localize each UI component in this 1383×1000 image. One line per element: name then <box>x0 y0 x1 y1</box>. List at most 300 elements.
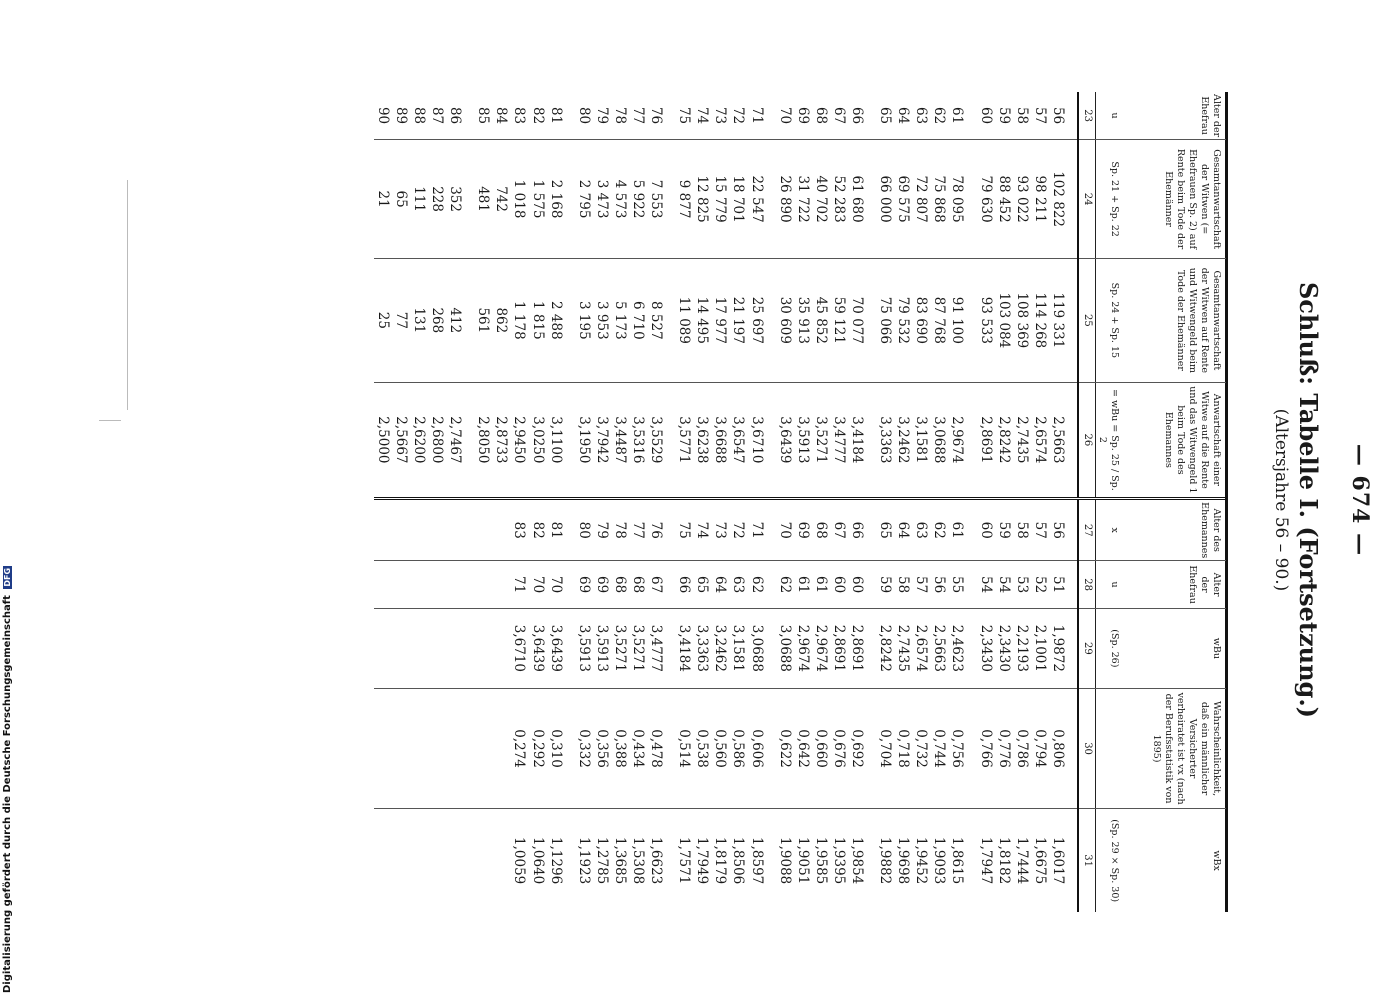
spacer-cell <box>766 382 776 499</box>
cell-wBu <box>492 608 510 688</box>
cell-age-wife: 59 <box>995 92 1013 140</box>
cell-prob-married: 0,704 <box>876 688 894 808</box>
table-row <box>1049 92 1067 912</box>
cell-age-husband: 77 <box>629 499 647 561</box>
cell-total-annuity: 3 473 <box>593 140 611 259</box>
cell-age-wife-right: 55 <box>948 561 966 609</box>
cell-total-annuity-widow-pay: 119 331 <box>1049 259 1067 383</box>
cell-prob-married: 0,388 <box>611 688 629 808</box>
cell-age-wife-right <box>474 561 492 609</box>
table-row <box>848 92 866 912</box>
cell-total-annuity-widow-pay: 79 532 <box>894 259 912 383</box>
cell-total-annuity: 88 452 <box>995 140 1013 259</box>
spacer-cell <box>866 140 876 259</box>
table-row <box>611 92 629 912</box>
cell-age-wife: 74 <box>693 92 711 140</box>
cell-wBx: 1,5308 <box>629 837 646 885</box>
cell-wBu: 2,4623 <box>948 608 966 688</box>
spacer-cell <box>766 561 776 609</box>
cell-age-husband: 67 <box>830 499 848 561</box>
header-prob-married: Wahrscheinlichkeit, daß ein männlicher Versicherter verheiratet ist vx (nach der Berufsstatistik von 1895) <box>1124 688 1226 808</box>
cell-single-annuity: 2,7467 <box>446 382 464 499</box>
cell-total-annuity-widow-pay: 8 527 <box>647 259 665 383</box>
cell-wBx: 1,8506 <box>730 837 747 885</box>
formula-wBx: (Sp. 29 × Sp. 30) <box>1109 819 1120 903</box>
column-number-wBx: 31 <box>1078 809 1096 912</box>
column-number-age-wife-right: 28 <box>1078 561 1096 609</box>
cell-age-husband: 79 <box>593 499 611 561</box>
cell-age-husband <box>392 499 410 561</box>
cell-single-annuity: 3,1100 <box>547 382 565 499</box>
table-row <box>629 92 647 912</box>
cell-single-annuity: 3,6238 <box>693 382 711 499</box>
cell-wBx <box>492 809 510 912</box>
cell-wBu: 3,2462 <box>711 608 729 688</box>
spacer-cell <box>866 688 876 808</box>
spacer-cell <box>1067 561 1078 609</box>
spacer-cell <box>1067 809 1078 912</box>
cell-total-annuity-widow-pay: 77 <box>392 259 410 383</box>
spacer-cell <box>866 92 876 140</box>
cell-age-wife: 57 <box>1031 92 1049 140</box>
cell-total-annuity-widow-pay: 91 100 <box>948 259 966 383</box>
cell-age-husband: 56 <box>1049 499 1067 561</box>
cell-total-annuity: 111 <box>410 140 428 259</box>
cell-wBx: 1,3685 <box>611 837 628 885</box>
table-row <box>977 92 995 912</box>
cell-age-husband <box>410 499 428 561</box>
cell-age-wife-right: 70 <box>528 561 546 609</box>
cell-total-annuity: 98 211 <box>1031 140 1049 259</box>
table-row <box>593 92 611 912</box>
cell-total-annuity: 26 890 <box>776 140 794 259</box>
header-total-annuity: Gesamtanwartschaft der Witwen (= Ehefrauen Sp. 2) auf Rente beim Tode der Ehemänner <box>1124 140 1226 259</box>
cell-wBx: 1,8615 <box>949 837 966 885</box>
cell-total-annuity: 2 795 <box>575 140 593 259</box>
group-spacer <box>665 92 675 912</box>
cell-total-annuity-widow-pay: 45 852 <box>812 259 830 383</box>
cell-prob-married: 0,356 <box>593 688 611 808</box>
spacer-cell <box>665 608 675 688</box>
cell-wBx: 1,0640 <box>529 837 546 885</box>
cell-age-husband: 75 <box>675 499 693 561</box>
group-spacer <box>1067 92 1078 912</box>
cell-total-annuity: 5 922 <box>629 140 647 259</box>
cell-single-annuity: 3,5316 <box>629 382 647 499</box>
cell-wBx: 1,6623 <box>648 837 665 885</box>
cell-age-wife: 73 <box>711 92 729 140</box>
spacer-cell <box>866 382 876 499</box>
cell-total-annuity: 2 168 <box>547 140 565 259</box>
cell-wBu: 2,9674 <box>794 608 812 688</box>
cell-prob-married: 0,434 <box>629 688 647 808</box>
table-row <box>410 92 428 912</box>
table-row <box>748 92 766 912</box>
formula-age-husband: x <box>1096 499 1125 561</box>
cell-total-annuity: 69 575 <box>894 140 912 259</box>
cell-total-annuity: 21 <box>374 140 392 259</box>
spacer-cell <box>967 809 977 912</box>
cell-single-annuity: 2,6574 <box>1031 382 1049 499</box>
cell-single-annuity: 2,8733 <box>492 382 510 499</box>
cell-age-husband: 82 <box>528 499 546 561</box>
spacer-cell <box>1067 92 1078 140</box>
cell-age-husband: 72 <box>729 499 747 561</box>
cell-prob-married <box>410 688 428 808</box>
dfg-logo: DFG <box>3 567 12 587</box>
column-number-total-annuity: 24 <box>1078 140 1096 259</box>
spacer-cell <box>766 499 776 561</box>
cell-prob-married <box>392 688 410 808</box>
cell-age-husband: 78 <box>611 499 629 561</box>
cell-single-annuity: 2,7435 <box>1013 382 1031 499</box>
spacer-cell <box>866 499 876 561</box>
table-row <box>930 92 948 912</box>
table-row <box>575 92 593 912</box>
cell-total-annuity: 481 <box>474 140 492 259</box>
cell-total-annuity-widow-pay: 1 815 <box>528 259 546 383</box>
cell-wBu: 2,1001 <box>1031 608 1049 688</box>
spacer-cell <box>565 809 575 912</box>
cell-age-husband: 61 <box>948 499 966 561</box>
table-row <box>446 92 464 912</box>
cell-wBx: 1,9395 <box>830 837 847 885</box>
cell-age-husband <box>374 499 392 561</box>
column-number-total-annuity-widow-pay: 25 <box>1078 259 1096 383</box>
cell-age-husband: 60 <box>977 499 995 561</box>
cell-total-annuity: 18 701 <box>729 140 747 259</box>
cell-total-annuity-widow-pay: 59 121 <box>830 259 848 383</box>
cell-single-annuity: 3,6439 <box>776 382 794 499</box>
spacer-cell <box>1067 259 1078 383</box>
spacer-cell <box>665 140 675 259</box>
header-age-husband: Alter des Ehemannes <box>1124 499 1226 561</box>
cell-age-husband: 66 <box>848 499 866 561</box>
cell-age-husband: 83 <box>510 499 528 561</box>
cell-total-annuity-widow-pay: 131 <box>410 259 428 383</box>
column-number-age-husband: 27 <box>1078 499 1096 561</box>
cell-single-annuity: 3,2462 <box>894 382 912 499</box>
spacer-cell <box>967 561 977 609</box>
cell-total-annuity-widow-pay: 114 268 <box>1031 259 1049 383</box>
cell-single-annuity: 2,5000 <box>374 382 392 499</box>
cell-age-husband: 62 <box>930 499 948 561</box>
cell-wBx <box>410 809 428 912</box>
cell-wBx: 1,7444 <box>1013 837 1030 885</box>
cell-age-wife: 69 <box>794 92 812 140</box>
column-number-wBu: 29 <box>1078 608 1096 688</box>
cell-prob-married: 0,732 <box>912 688 930 808</box>
spacer-cell <box>766 92 776 140</box>
cell-age-wife: 70 <box>776 92 794 140</box>
cell-wBu: 2,3430 <box>977 608 995 688</box>
cell-total-annuity-widow-pay: 14 495 <box>693 259 711 383</box>
cell-single-annuity: 3,5913 <box>794 382 812 499</box>
cell-age-wife: 72 <box>729 92 747 140</box>
table-row <box>912 92 930 912</box>
spacer-cell <box>665 688 675 808</box>
cell-total-annuity-widow-pay: 3 953 <box>593 259 611 383</box>
cell-total-annuity-widow-pay: 1 178 <box>510 259 528 383</box>
cell-total-annuity: 22 547 <box>748 140 766 259</box>
cell-total-annuity-widow-pay: 25 <box>374 259 392 383</box>
cell-age-husband <box>474 499 492 561</box>
cell-total-annuity: 31 722 <box>794 140 812 259</box>
cell-single-annuity: 2,6200 <box>410 382 428 499</box>
cell-prob-married: 0,310 <box>547 688 565 808</box>
cell-total-annuity-widow-pay: 561 <box>474 259 492 383</box>
cell-total-annuity-widow-pay: 108 369 <box>1013 259 1031 383</box>
cell-age-husband <box>446 499 464 561</box>
cell-wBx: 1,7949 <box>694 837 711 885</box>
cell-total-annuity: 352 <box>446 140 464 259</box>
cell-age-wife: 78 <box>611 92 629 140</box>
spacer-cell <box>665 92 675 140</box>
table-row <box>1013 92 1031 912</box>
cell-wBu: 3,6710 <box>510 608 528 688</box>
cell-prob-married: 0,786 <box>1013 688 1031 808</box>
cell-prob-married: 0,806 <box>1049 688 1067 808</box>
cell-single-annuity: 3,6710 <box>748 382 766 499</box>
cell-wBx: 1,9698 <box>895 837 912 885</box>
spacer-cell <box>565 382 575 499</box>
cell-wBu <box>446 608 464 688</box>
cell-single-annuity: 2,5663 <box>1049 382 1067 499</box>
cell-total-annuity-widow-pay: 70 077 <box>848 259 866 383</box>
cell-prob-married <box>374 688 392 808</box>
spacer-cell <box>967 688 977 808</box>
cell-single-annuity: 2,8691 <box>977 382 995 499</box>
cell-prob-married: 0,478 <box>647 688 665 808</box>
digitization-credit <box>2 567 13 993</box>
table-row <box>428 92 446 912</box>
cell-wBx: 1,6675 <box>1031 837 1048 885</box>
page-number: — 674 — <box>1347 443 1373 557</box>
cell-age-wife: 64 <box>894 92 912 140</box>
cell-age-wife-right: 60 <box>830 561 848 609</box>
cell-age-wife-right: 64 <box>711 561 729 609</box>
cell-total-annuity: 9 877 <box>675 140 693 259</box>
cell-age-wife-right: 68 <box>629 561 647 609</box>
cell-wBu: 3,6439 <box>547 608 565 688</box>
cell-wBu <box>474 608 492 688</box>
cell-wBx <box>392 809 410 912</box>
cell-total-annuity: 228 <box>428 140 446 259</box>
cell-total-annuity-widow-pay: 75 066 <box>876 259 894 383</box>
cell-single-annuity: 3,1950 <box>575 382 593 499</box>
cell-total-annuity-widow-pay: 5 173 <box>611 259 629 383</box>
spacer-cell <box>464 561 474 609</box>
cell-wBx <box>374 809 392 912</box>
table-row <box>510 92 528 912</box>
table-row <box>776 92 794 912</box>
cell-total-annuity: 40 702 <box>812 140 830 259</box>
header-age-wife-right: Alter der Ehefrau <box>1124 561 1226 609</box>
cell-age-wife-right: 51 <box>1049 561 1067 609</box>
cell-prob-married: 0,692 <box>848 688 866 808</box>
cell-age-wife: 86 <box>446 92 464 140</box>
spacer-cell <box>565 499 575 561</box>
cell-age-wife-right: 62 <box>748 561 766 609</box>
header-wBu: wBu <box>1124 608 1226 688</box>
cell-wBu: 2,8691 <box>830 608 848 688</box>
cell-total-annuity-widow-pay: 103 084 <box>995 259 1013 383</box>
spacer-cell <box>665 259 675 383</box>
formula-total-annuity: Sp. 21 + Sp. 22 <box>1096 140 1125 259</box>
cell-wBx: 1,7947 <box>977 837 994 885</box>
cell-total-annuity: 102 822 <box>1049 140 1067 259</box>
cell-age-wife-right <box>410 561 428 609</box>
cell-age-husband: 74 <box>693 499 711 561</box>
spacer-cell <box>967 259 977 383</box>
cell-total-annuity-widow-pay: 35 913 <box>794 259 812 383</box>
table-row <box>729 92 747 912</box>
cell-wBx: 1,9093 <box>931 837 948 885</box>
group-spacer <box>967 92 977 912</box>
spacer-cell <box>766 140 776 259</box>
column-number-row <box>1078 92 1096 912</box>
spacer-cell <box>766 608 776 688</box>
cell-age-wife: 62 <box>930 92 948 140</box>
cell-total-annuity: 1 575 <box>528 140 546 259</box>
table-row <box>474 92 492 912</box>
cell-age-wife-right: 61 <box>812 561 830 609</box>
cell-prob-married: 0,332 <box>575 688 593 808</box>
cell-wBx <box>474 809 492 912</box>
cell-prob-married: 0,560 <box>711 688 729 808</box>
spacer-cell <box>464 140 474 259</box>
spacer-cell <box>1067 499 1078 561</box>
cell-total-annuity: 742 <box>492 140 510 259</box>
cell-wBx: 1,8597 <box>748 837 765 885</box>
cell-total-annuity: 66 000 <box>876 140 894 259</box>
cell-prob-married: 0,676 <box>830 688 848 808</box>
cell-age-wife-right: 63 <box>729 561 747 609</box>
cell-total-annuity-widow-pay: 87 768 <box>930 259 948 383</box>
group-spacer <box>464 92 474 912</box>
cell-wBu: 2,9674 <box>812 608 830 688</box>
cell-wBu: 3,5271 <box>611 608 629 688</box>
table-subtitle: (Altersjahre 56 – 90.) <box>1271 408 1291 592</box>
cell-age-wife: 82 <box>528 92 546 140</box>
table-row <box>812 92 830 912</box>
spacer-cell <box>1067 382 1078 499</box>
cell-age-wife-right: 58 <box>894 561 912 609</box>
group-spacer <box>766 92 776 912</box>
cell-age-wife-right: 71 <box>510 561 528 609</box>
cell-wBx: 1,6017 <box>1049 837 1066 885</box>
table-row <box>876 92 894 912</box>
table-row <box>647 92 665 912</box>
cell-age-husband: 68 <box>812 499 830 561</box>
cell-age-wife-right: 57 <box>912 561 930 609</box>
spacer-cell <box>464 92 474 140</box>
cell-age-wife-right: 59 <box>876 561 894 609</box>
spacer-cell <box>967 608 977 688</box>
spacer-cell <box>766 688 776 808</box>
formula-row <box>1096 92 1125 912</box>
cell-age-wife: 61 <box>948 92 966 140</box>
cell-age-wife-right <box>492 561 510 609</box>
spacer-cell <box>1067 608 1078 688</box>
cell-total-annuity-widow-pay: 30 609 <box>776 259 794 383</box>
table-row <box>492 92 510 912</box>
cell-wBx: 1,9452 <box>913 837 930 885</box>
formula-prob-married <box>1096 688 1125 808</box>
cell-age-wife: 81 <box>547 92 565 140</box>
cell-wBx: 1,0059 <box>511 837 528 885</box>
spacer-cell <box>565 688 575 808</box>
cell-age-wife: 75 <box>675 92 693 140</box>
table-row <box>374 92 392 912</box>
spacer-cell <box>665 561 675 609</box>
scan-mark <box>127 180 128 410</box>
cell-age-wife-right: 52 <box>1031 561 1049 609</box>
cell-single-annuity: 2,5667 <box>392 382 410 499</box>
cell-total-annuity: 4 573 <box>611 140 629 259</box>
spacer-cell <box>967 92 977 140</box>
cell-wBx: 1,9585 <box>812 837 829 885</box>
cell-prob-married: 0,292 <box>528 688 546 808</box>
cell-single-annuity: 3,5271 <box>812 382 830 499</box>
cell-single-annuity: 3,0250 <box>528 382 546 499</box>
cell-single-annuity: 2,9674 <box>948 382 966 499</box>
spacer-cell <box>1067 688 1078 808</box>
cell-single-annuity: 3,4184 <box>848 382 866 499</box>
cell-age-husband: 71 <box>748 499 766 561</box>
cell-wBu: 3,1581 <box>729 608 747 688</box>
cell-wBx: 1,8179 <box>712 837 729 885</box>
cell-total-annuity-widow-pay: 83 690 <box>912 259 930 383</box>
cell-total-annuity-widow-pay: 2 488 <box>547 259 565 383</box>
cell-age-husband: 63 <box>912 499 930 561</box>
cell-single-annuity: 3,7942 <box>593 382 611 499</box>
cell-wBu: 3,0688 <box>776 608 794 688</box>
group-spacer <box>565 92 575 912</box>
header-age-wife: Alter der Ehefrau <box>1124 92 1226 140</box>
cell-total-annuity: 72 807 <box>912 140 930 259</box>
cell-wBx: 1,2785 <box>593 837 610 885</box>
cell-single-annuity: 3,5771 <box>675 382 693 499</box>
cell-prob-married: 0,538 <box>693 688 711 808</box>
cell-age-wife: 60 <box>977 92 995 140</box>
formula-age-wife-right: u <box>1096 561 1125 609</box>
cell-total-annuity: 78 095 <box>948 140 966 259</box>
cell-wBx <box>446 809 464 912</box>
spacer-cell <box>766 809 776 912</box>
cell-wBx: 1,8182 <box>995 837 1012 885</box>
cell-age-wife-right: 54 <box>977 561 995 609</box>
spacer-cell <box>464 608 474 688</box>
cell-age-husband: 70 <box>776 499 794 561</box>
cell-age-husband: 73 <box>711 499 729 561</box>
cell-age-wife: 85 <box>474 92 492 140</box>
cell-total-annuity: 12 825 <box>693 140 711 259</box>
cell-age-husband: 59 <box>995 499 1013 561</box>
cell-age-husband: 58 <box>1013 499 1031 561</box>
cell-total-annuity: 61 680 <box>848 140 866 259</box>
cell-total-annuity: 75 868 <box>930 140 948 259</box>
cell-total-annuity-widow-pay: 3 195 <box>575 259 593 383</box>
cell-wBu: 2,8691 <box>848 608 866 688</box>
cell-age-husband <box>492 499 510 561</box>
header-total-annuity-widow-pay: Gesamtanwartschaft der Witwen auf Rente und Witwengeld beim Tode der Ehemänner <box>1124 259 1226 383</box>
cell-single-annuity: 2,9450 <box>510 382 528 499</box>
cell-age-wife: 66 <box>848 92 866 140</box>
cell-wBu: 3,5913 <box>593 608 611 688</box>
table-row <box>995 92 1013 912</box>
cell-prob-married: 0,274 <box>510 688 528 808</box>
